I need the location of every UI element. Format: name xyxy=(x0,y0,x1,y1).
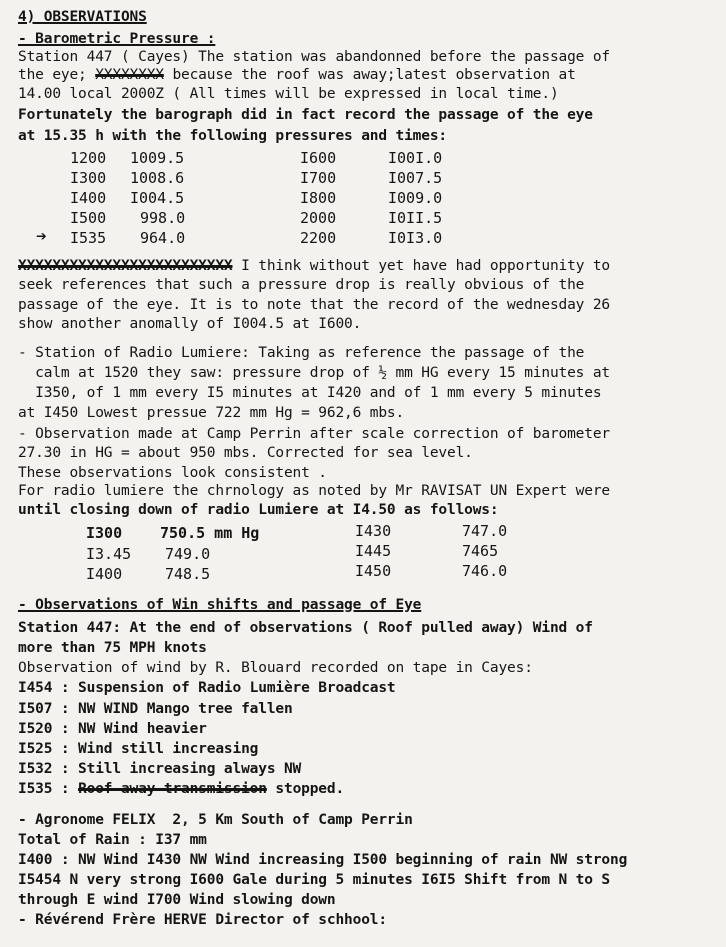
text-fragment: I think without yet have had opportunity to xyxy=(232,258,611,274)
table-cell: 998.0 xyxy=(140,209,186,227)
table-cell: I445 xyxy=(355,542,392,560)
text-line: Total of Rain : I37 mm xyxy=(18,832,207,848)
arrow-icon: ➔ xyxy=(36,226,47,247)
table-cell: I500 xyxy=(70,209,107,227)
text-line: calm at 1520 they saw: pressure drop of ½ mm HG every 15 minutes at xyxy=(18,365,611,381)
list-item: I525 : Wind still increasing xyxy=(18,741,259,757)
list-item: I507 : NW WIND Mango tree fallen xyxy=(18,701,293,717)
text-line: Station 447: At the end of observations ( Roof pulled away) Wind of xyxy=(18,620,593,636)
table-cell: 2200 xyxy=(300,229,337,247)
table-cell: 746.0 xyxy=(462,562,508,580)
table-cell: I004.5 xyxy=(130,189,185,207)
text-line: more than 75 MPH knots xyxy=(18,640,207,656)
text-line: Fortunately the barograph did in fact record the passage of the eye xyxy=(18,107,593,123)
table-cell: I300 xyxy=(70,169,107,187)
table-cell: 7465 xyxy=(462,542,499,560)
text-line: - Station of Radio Lumiere: Taking as reference the passage of the xyxy=(18,345,585,361)
text-line: I5454 N very strong I600 Gale during 5 minutes I6I5 Shift from N to S xyxy=(18,872,611,888)
text-fragment: I535 : xyxy=(18,781,79,797)
text-fragment: because the roof was away;latest observation at xyxy=(163,67,576,83)
table-cell: 1008.6 xyxy=(130,169,185,187)
text-line: 27.30 in HG = about 950 mbs. Corrected for sea level. xyxy=(18,445,473,461)
table-cell: 2000 xyxy=(300,209,337,227)
barometric-pressure-heading: - Barometric Pressure : xyxy=(18,31,216,47)
text-fragment: the eye; xyxy=(18,67,96,83)
list-item: I532 : Still increasing always NW xyxy=(18,761,302,777)
table-cell: 749.0 xyxy=(165,545,211,563)
text-line: Station 447 ( Cayes) The station was abandonned before the passage of xyxy=(18,49,611,65)
struck-text: Roof away transmission xyxy=(78,781,267,797)
table-cell: I009.0 xyxy=(388,189,443,207)
text-line: I350, of 1 mm every I5 minutes at I420 and of 1 mm every 5 minutes xyxy=(18,385,602,401)
table-cell: 747.0 xyxy=(462,522,508,540)
table-cell: I00I.0 xyxy=(388,149,443,167)
text-line: - Agronome FELIX 2, 5 Km South of Camp Perrin xyxy=(18,812,413,828)
table-cell: I450 xyxy=(355,562,392,580)
text-line: Observation of wind by R. Blouard recorded on tape in Cayes: xyxy=(18,660,533,676)
text-line: show another anomally of I004.5 at I600. xyxy=(18,316,362,332)
table-cell: 1200 xyxy=(70,149,107,167)
list-item xyxy=(18,780,344,798)
table-cell: I3.45 xyxy=(86,545,132,563)
text-line: through E wind I700 Wind slowing down xyxy=(18,892,336,908)
wind-shifts-heading: - Observations of Win shifts and passage of Eye xyxy=(18,597,422,613)
table-cell: I0II.5 xyxy=(388,209,443,227)
table-cell: 964.0 xyxy=(140,229,186,247)
text-line: at 15.35 h with the following pressures and times: xyxy=(18,128,447,144)
text-line: - Révérend Frère HERVE Director of schhool: xyxy=(18,912,387,928)
table-cell: I430 xyxy=(355,522,392,540)
table-cell: I800 xyxy=(300,189,337,207)
list-item: I520 : NW Wind heavier xyxy=(18,721,207,737)
list-item: I454 : Suspension of Radio Lumière Broadcast xyxy=(18,680,396,696)
struck-text: XXXXXXXX xyxy=(95,67,164,83)
text-line xyxy=(18,257,610,275)
text-line: until closing down of radio Lumiere at I4.50 as follows: xyxy=(18,502,499,518)
table-cell: 750.5 mm Hg xyxy=(160,524,260,542)
text-line xyxy=(18,66,576,84)
table-cell: I700 xyxy=(300,169,337,187)
table-cell: 1009.5 xyxy=(130,149,185,167)
table-cell: I600 xyxy=(300,149,337,167)
struck-text: XXXXXXXXXXXXXXXXXXXXXXXXX xyxy=(18,258,233,274)
text-line: 14.00 local 2000Z ( All times will be expressed in local time.) xyxy=(18,86,559,102)
text-line: These observations look consistent . xyxy=(18,465,327,481)
table-cell: I535 xyxy=(70,229,107,247)
table-cell: 748.5 xyxy=(165,565,211,583)
table-cell: I400 xyxy=(70,189,107,207)
table-cell: I0I3.0 xyxy=(388,229,443,247)
text-line: I400 : NW Wind I430 NW Wind increasing I500 beginning of rain NW strong xyxy=(18,852,628,868)
text-line: passage of the eye. It is to note that the record of the wednesday 26 xyxy=(18,297,611,313)
text-line: seek references that such a pressure drop is really obvious of the xyxy=(18,277,585,293)
section-heading: 4) OBSERVATIONS xyxy=(18,9,147,25)
table-cell: I007.5 xyxy=(388,169,443,187)
table-cell: I400 xyxy=(86,565,123,583)
text-fragment: stopped. xyxy=(266,781,345,797)
text-line: - Observation made at Camp Perrin after scale correction of barometer xyxy=(18,426,611,442)
text-line: For radio lumiere the chrnology as noted by Mr RAVISAT UN Expert were xyxy=(18,483,611,499)
text-line: at I450 Lowest pressue 722 mm Hg = 962,6 mbs. xyxy=(18,405,405,421)
table-cell: I300 xyxy=(86,524,123,542)
